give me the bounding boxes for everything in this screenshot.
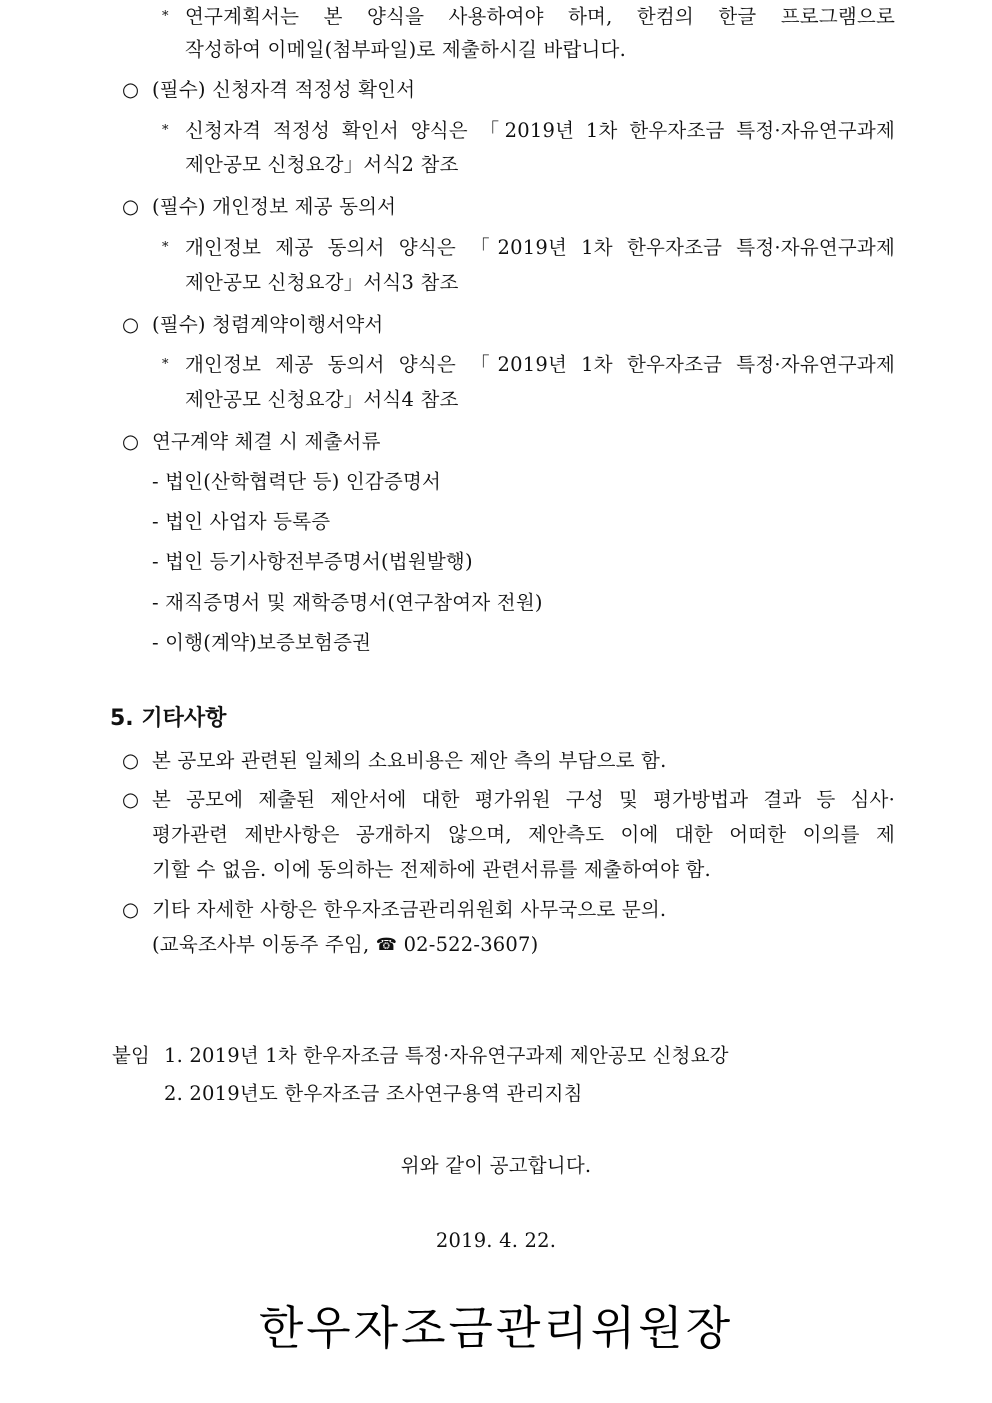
doc-list-item: - 법인 등기사항전부증명서(법원발행): [152, 550, 473, 573]
contact-person: (교육조사부 이동주 주임,: [152, 933, 370, 956]
contact-line: [152, 931, 538, 959]
note-mark: *: [162, 9, 169, 24]
attachment-item-2: 2. 2019년도 한우자조금 조사연구용역 관리지침: [164, 1082, 583, 1105]
issuer-signature: 한우자조금관리위원장: [258, 1301, 734, 1355]
doc-list-item: - 법인 사업자 등록증: [152, 510, 331, 533]
doc-list-item: - 법인(산학협력단 등) 인감증명서: [152, 470, 442, 493]
attachment-item-1: 1. 2019년 1차 한우자조금 특정·자유연구과제 제안공모 신청요강: [164, 1044, 729, 1067]
bullet-circle: ○: [122, 195, 140, 218]
item-integrity-pledge: (필수) 청렴계약이행서약서: [152, 313, 384, 336]
paragraph-costs: 본 공모와 관련된 일체의 소요비용은 제안 측의 부담으로 함.: [152, 749, 667, 772]
closing-statement: 위와 같이 공고합니다.: [400, 1154, 592, 1177]
note-1-line-1: 연구계획서는 본 양식을 사용하여야 하며, 한컴의 한글 프로그램으로: [185, 5, 895, 28]
bullet-circle: ○: [122, 313, 140, 336]
bullet-circle: ○: [122, 78, 140, 101]
paragraph-evaluation-line-2: 평가관련 제반사항은 공개하지 않으며, 제안측도 이에 대한 어떠한 이의를 제: [152, 823, 895, 846]
phone-number: 02-522-3607): [403, 933, 539, 956]
paragraph-evaluation-line-3: 기할 수 없음. 이에 동의하는 전제하에 관련서류를 제출하여야 함.: [152, 858, 711, 881]
note-4-line-2: 제안공모 신청요강」서식4 참조: [185, 388, 459, 411]
attachments-label: 붙임: [112, 1044, 151, 1067]
note-mark: *: [162, 123, 169, 138]
section-heading: 5. 기타사항: [110, 706, 227, 731]
announcement-date: 2019. 4. 22.: [435, 1229, 557, 1252]
bullet-circle: ○: [122, 749, 140, 772]
doc-list-item: - 재직증명서 및 재학증명서(연구참여자 전원): [152, 591, 543, 614]
phone-icon: ☎: [375, 935, 398, 955]
paragraph-inquiry: 기타 자세한 사항은 한우자조금관리위원회 사무국으로 문의.: [152, 898, 667, 921]
doc-list-item: - 이행(계약)보증보험증권: [152, 631, 372, 654]
note-2-line-1: 신청자격 적정성 확인서 양식은 「2019년 1차 한우자조금 특정·자유연구과제: [185, 119, 895, 142]
bullet-circle: ○: [122, 898, 140, 921]
item-confirmation-form: (필수) 신청자격 적정성 확인서: [152, 78, 416, 101]
bullet-circle: ○: [122, 430, 140, 453]
note-3-line-1: 개인정보 제공 동의서 양식은 「2019년 1차 한우자조금 특정·자유연구과제: [185, 236, 895, 259]
note-2-line-2: 제안공모 신청요강」서식2 참조: [185, 153, 459, 176]
item-contract-documents: 연구계약 체결 시 제출서류: [152, 430, 381, 453]
note-mark: *: [162, 240, 169, 255]
item-privacy-consent: (필수) 개인정보 제공 동의서: [152, 195, 397, 218]
note-3-line-2: 제안공모 신청요강」서식3 참조: [185, 271, 459, 294]
note-mark: *: [162, 357, 169, 372]
note-1-line-2: 작성하여 이메일(첨부파일)로 제출하시길 바랍니다.: [185, 38, 626, 61]
paragraph-evaluation-line-1: 본 공모에 제출된 제안서에 대한 평가위원 구성 및 평가방법과 결과 등 심사·: [152, 788, 895, 811]
note-4-line-1: 개인정보 제공 동의서 양식은 「2019년 1차 한우자조금 특정·자유연구과제: [185, 353, 895, 376]
bullet-circle: ○: [122, 788, 140, 811]
